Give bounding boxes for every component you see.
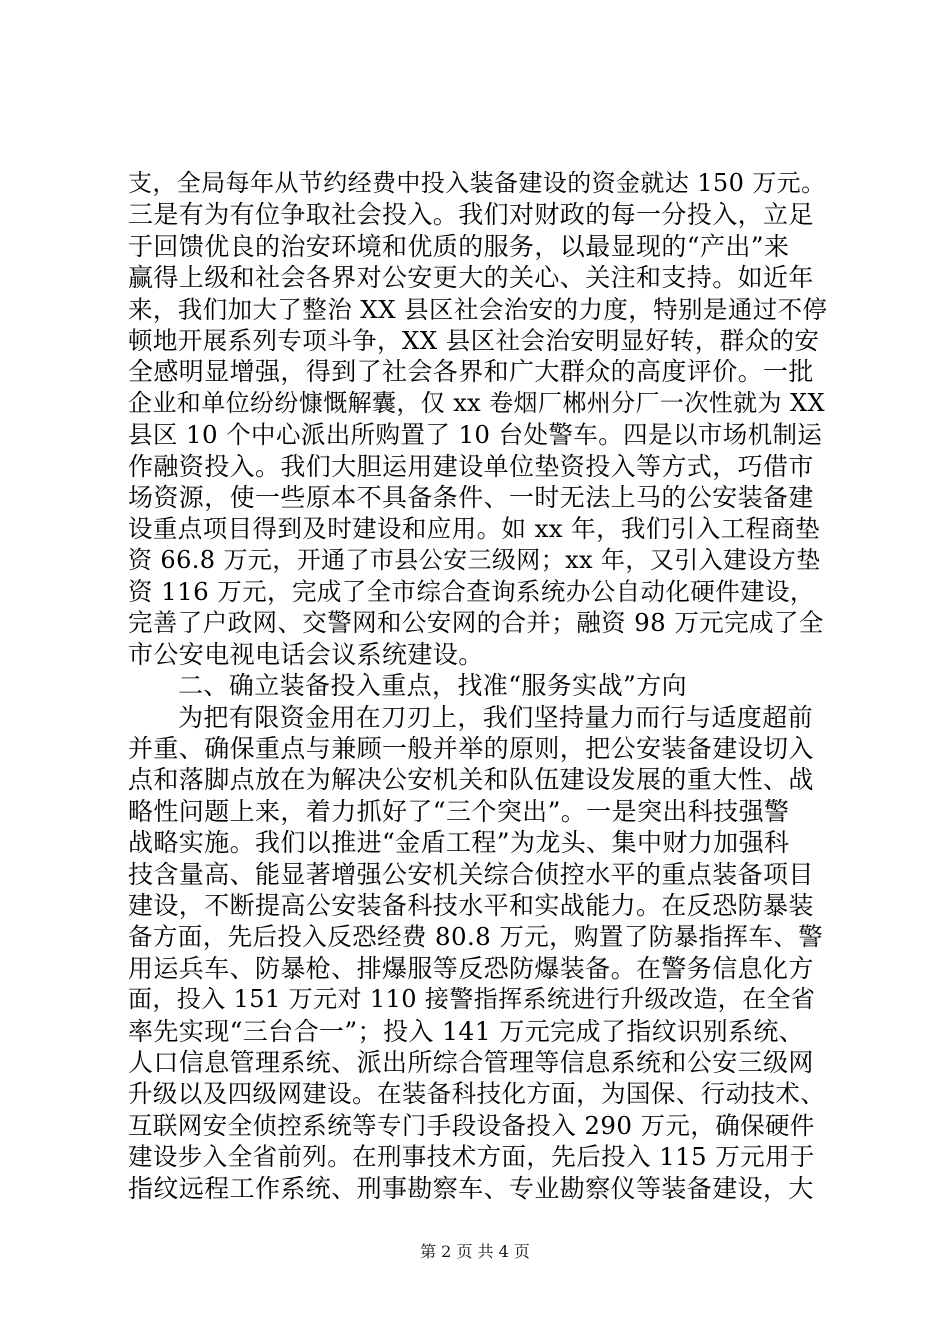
text-line: 顿地开展系列专项斗争，XX 县区社会治安明显好转，群众的安 xyxy=(128,325,820,355)
text-line: 升级以及四级网建设。在装备科技化方面，为国保、行动技术、 xyxy=(128,1079,826,1109)
text-line: 设重点项目得到及时建设和应用。如 xx 年，我们引入工程商垫 xyxy=(128,514,821,544)
text-line: 并重、确保重点与兼顾一般并举的原则，把公安装备建设切入 xyxy=(128,734,814,764)
text-line: 互联网安全侦控系统等专门手段设备投入 290 万元，确保硬件 xyxy=(128,1110,815,1140)
text-line: 作融资投入。我们大胆运用建设单位垫资投入等方式，巧借市 xyxy=(128,451,814,481)
page-footer: 第 2 页 共 4 页 xyxy=(420,1242,530,1261)
text-line: 为把有限资金用在刀刃上，我们坚持量力而行与适度超前 xyxy=(178,702,814,732)
text-line: 资 66.8 万元，开通了市县公安三级网；xx 年，又引入建设方垫 xyxy=(128,545,821,574)
text-line: 三是有为有位争取社会投入。我们对财政的每一分投入，立足 xyxy=(128,200,814,230)
text-line: 面，投入 151 万元对 110 接警指挥系统进行升级改造，在全省 xyxy=(128,985,816,1014)
text-line: 用运兵车、防暴枪、排爆服等反恐防爆装备。在警务信息化方 xyxy=(128,953,814,983)
text-line: 县区 10 个中心派出所购置了 10 台处警车。四是以市场机制运 xyxy=(128,420,823,450)
text-line: 来，我们加大了整治 XX 县区社会治安的力度，特别是通过不停 xyxy=(128,294,828,324)
text-line: 二、确立装备投入重点，找准“服务实战”方向 xyxy=(178,671,687,701)
text-line: 建设，不断提高公安装备科技水平和实战能力。在反恐防暴装 xyxy=(128,890,814,920)
text-line: 建设步入全省前列。在刑事技术方面，先后投入 115 万元用于 xyxy=(128,1142,815,1172)
text-line: 技含量高、能显著增强公安机关综合侦控水平的重点装备项目 xyxy=(128,859,814,889)
body-text xyxy=(128,168,828,1204)
text-line: 率先实现“三台合一”；投入 141 万元完成了指纹识别系统、 xyxy=(128,1016,805,1046)
text-line: 于回馈优良的治安环境和优质的服务，以最显现的“产出”来 xyxy=(128,231,790,261)
text-line: 资 116 万元，完成了全市综合查询系统办公自动化硬件建设， xyxy=(128,577,815,607)
text-line: 战略实施。我们以推进“金盾工程”为龙头、集中财力加强科 xyxy=(128,828,790,858)
text-line: 完善了户政网、交警网和公安网的合并；融资 98 万元完成了全 xyxy=(128,608,824,638)
text-line: 赢得上级和社会各界对公安更大的关心、关注和支持。如近年 xyxy=(128,263,814,293)
text-line: 略性问题上来，着力抓好了“三个突出”。一是突出科技强警 xyxy=(128,796,790,826)
text-line: 市公安电视电话会议系统建设。 xyxy=(128,639,484,669)
text-line: 企业和单位纷纷慷慨解囊，仅 xx 卷烟厂郴州分厂一次性就为 XX xyxy=(128,388,825,417)
text-line: 人口信息管理系统、派出所综合管理等信息系统和公安三级网 xyxy=(128,1047,814,1077)
text-line: 指纹远程工作系统、刑事勘察车、专业勘察仪等装备建设，大 xyxy=(128,1173,814,1203)
text-line: 点和落脚点放在为解决公安机关和队伍建设发展的重大性、战 xyxy=(128,765,814,795)
text-line: 备方面，先后投入反恐经费 80.8 万元，购置了防暴指挥车、警 xyxy=(128,922,824,952)
text-line: 场资源，使一些原本不具备条件、一时无法上马的公安装备建 xyxy=(128,482,814,512)
text-line: 全感明显增强，得到了社会各界和广大群众的高度评价。一批 xyxy=(128,357,814,387)
text-line: 支，全局每年从节约经费中投入装备建设的资金就达 150 万元。 xyxy=(128,169,826,197)
